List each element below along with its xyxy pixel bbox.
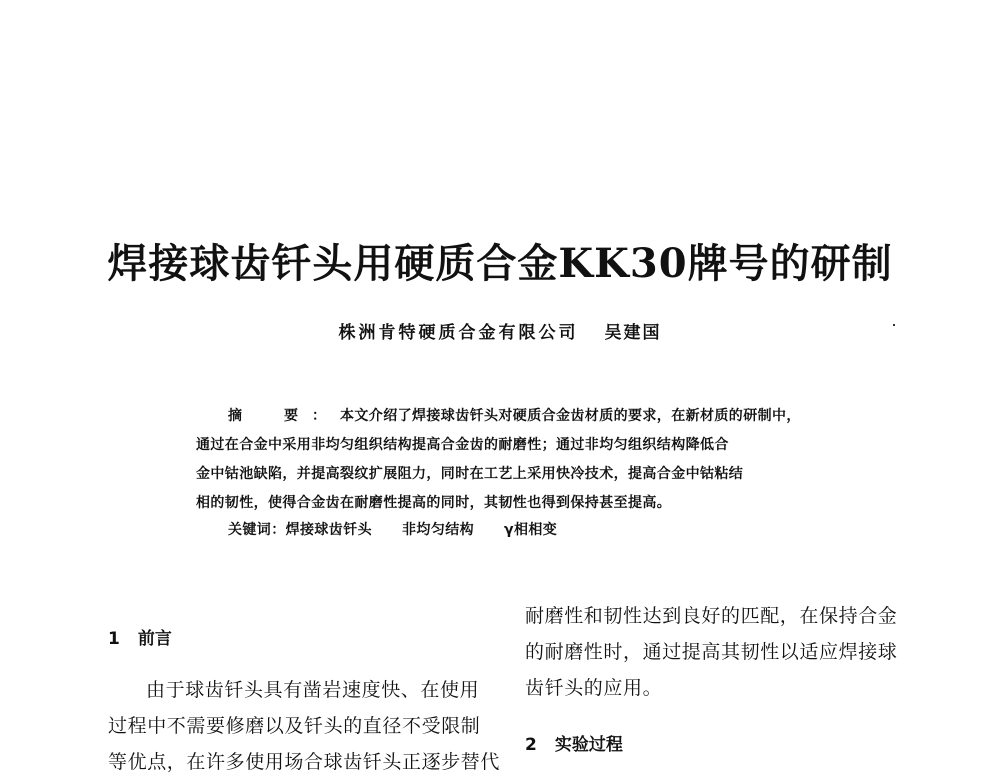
section-heading-experiment xyxy=(525,730,623,755)
abstract-label: 摘 要： xyxy=(228,408,340,424)
keyword: 焊接球齿钎头 xyxy=(285,522,373,538)
section-number: 1 xyxy=(108,629,120,649)
section-title: 前言 xyxy=(137,629,172,649)
body-line: 过程中不需要修磨以及钎头的直径不受限制 xyxy=(108,715,481,737)
abstract-line xyxy=(196,402,820,431)
abstract-line: 金中钴池缺陷，并提高裂纹扩展阻力，同时在工艺上采用快冷技术，提高合金中钴粘结 xyxy=(196,466,744,482)
abstract-line: 通过在合金中采用非均匀组织结构提高合金齿的耐磨性；通过非均匀组织结构降低合 xyxy=(196,437,729,453)
abstract xyxy=(196,402,820,518)
keywords xyxy=(228,519,557,539)
abstract-line: 相的韧性，使得合金齿在耐磨性提高的同时，其韧性也得到保持甚至提高。 xyxy=(196,495,672,511)
affiliation: 株洲肯特硬质合金有限公司 xyxy=(338,323,579,343)
abstract-text: 本文介绍了焊接球齿钎头对硬质合金齿材质的要求，在新材质的研制中， xyxy=(340,408,801,424)
paper-title: 焊接球齿钎头用硬质合金KK30牌号的研制 xyxy=(107,240,893,287)
author: 吴建国 xyxy=(604,323,662,343)
section-number: 2 xyxy=(525,735,537,755)
byline xyxy=(0,318,1000,343)
right-column xyxy=(525,598,905,706)
keyword: γ相相变 xyxy=(504,522,558,538)
section-heading-intro xyxy=(108,624,172,649)
keyword: 非均匀结构 xyxy=(402,522,475,538)
left-column xyxy=(108,672,501,780)
body-line: 耐磨性和韧性达到良好的匹配，在保持合金 xyxy=(525,605,898,627)
section-title: 实验过程 xyxy=(554,735,623,755)
scan-speck xyxy=(893,324,895,326)
body-line: 的耐磨性时，通过提高其韧性以适应焊接球 xyxy=(525,641,898,663)
body-line: 等优点，在许多使用场合球齿钎头正逐步替代 xyxy=(108,751,501,773)
body-line: 由于球齿钎头具有凿岩速度快、在使用 xyxy=(146,679,480,701)
keywords-label: 关键词： xyxy=(228,522,286,538)
body-line: 齿钎头的应用。 xyxy=(525,677,663,699)
